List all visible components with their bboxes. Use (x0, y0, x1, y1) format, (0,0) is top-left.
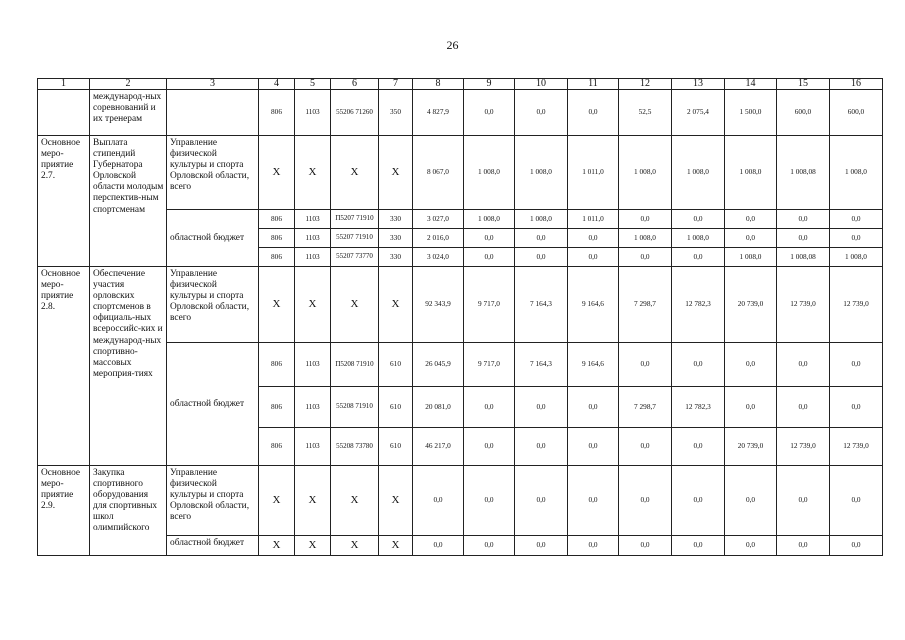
value-cell: 0,0 (464, 248, 515, 267)
column-header: 10 (515, 79, 568, 90)
value-cell: 0,0 (672, 210, 725, 229)
value-cell: Х (295, 466, 331, 536)
value-cell: 2 016,0 (413, 229, 464, 248)
column-header: 6 (331, 79, 379, 90)
value-cell: 0,0 (568, 248, 619, 267)
value-cell: 9 164,6 (568, 267, 619, 343)
value-cell: Х (331, 267, 379, 343)
page-number: 26 (446, 38, 459, 52)
value-cell: 0,0 (672, 536, 725, 556)
value-cell: 1103 (295, 210, 331, 229)
value-cell: 0,0 (777, 229, 830, 248)
value-cell: Х (379, 136, 413, 210)
value-cell: 0,0 (515, 229, 568, 248)
column-header: 15 (777, 79, 830, 90)
event-label: Основное меро-приятие 2.9. (38, 466, 90, 556)
value-cell: 1 008,0 (619, 136, 672, 210)
value-cell: 0,0 (568, 387, 619, 428)
value-cell: Х (259, 466, 295, 536)
value-cell: 806 (259, 387, 295, 428)
column-header: 7 (379, 79, 413, 90)
value-cell: 0,0 (464, 229, 515, 248)
value-cell: Х (259, 136, 295, 210)
value-cell: 12 782,3 (672, 387, 725, 428)
event-label: Основное меро-приятие 2.7. (38, 136, 90, 267)
value-cell: Х (379, 466, 413, 536)
value-cell: 55208 71910 (331, 387, 379, 428)
value-cell: 1 008,0 (515, 136, 568, 210)
value-cell: 0,0 (619, 428, 672, 466)
value-cell: 1 008,0 (830, 136, 883, 210)
value-cell: 52,5 (619, 90, 672, 136)
value-cell: 1 008,08 (777, 136, 830, 210)
value-cell: 0,0 (568, 229, 619, 248)
executor-cell: областной бюджет (167, 343, 259, 466)
header-row (38, 79, 883, 90)
executor-cell: областной бюджет (167, 536, 259, 556)
executor-cell (167, 90, 259, 136)
column-header: 12 (619, 79, 672, 90)
value-cell: 1 008,0 (725, 248, 777, 267)
value-cell: 92 343,9 (413, 267, 464, 343)
value-cell: Х (379, 536, 413, 556)
value-cell: 0,0 (777, 343, 830, 387)
event-name: международ-ных соревнований и их тренерам (90, 90, 167, 136)
value-cell: 1 008,0 (672, 229, 725, 248)
value-cell: 0,0 (464, 90, 515, 136)
value-cell: 0,0 (619, 210, 672, 229)
value-cell: 9 164,6 (568, 343, 619, 387)
value-cell: 0,0 (515, 387, 568, 428)
value-cell: 0,0 (777, 387, 830, 428)
value-cell: 0,0 (413, 536, 464, 556)
value-cell: 9 717,0 (464, 267, 515, 343)
value-cell: 12 739,0 (830, 267, 883, 343)
event-name: Выплата стипендий Губернатора Орловской области молодым перспектив-ным спортсменам (90, 136, 167, 267)
value-cell: П5207 71910 (331, 210, 379, 229)
value-cell: 7 164,3 (515, 267, 568, 343)
value-cell: 0,0 (619, 466, 672, 536)
value-cell: 0,0 (619, 343, 672, 387)
value-cell: 1 011,0 (568, 210, 619, 229)
value-cell: 0,0 (515, 466, 568, 536)
value-cell: 0,0 (464, 466, 515, 536)
value-cell: 1 008,0 (464, 136, 515, 210)
value-cell: 55208 73780 (331, 428, 379, 466)
value-cell: 0,0 (830, 466, 883, 536)
value-cell: 1103 (295, 90, 331, 136)
value-cell: 600,0 (777, 90, 830, 136)
value-cell: 330 (379, 210, 413, 229)
value-cell: 0,0 (568, 536, 619, 556)
value-cell: 0,0 (725, 387, 777, 428)
value-cell: 7 298,7 (619, 387, 672, 428)
value-cell: 0,0 (568, 90, 619, 136)
column-header: 11 (568, 79, 619, 90)
executor-cell: Управление физической культуры и спорта Орловской области, всего (167, 136, 259, 210)
value-cell: 330 (379, 229, 413, 248)
value-cell: 1 011,0 (568, 136, 619, 210)
column-header: 13 (672, 79, 725, 90)
column-header: 9 (464, 79, 515, 90)
column-header: 3 (167, 79, 259, 90)
event-name: Обеспечение участия орловских спортсменов в официаль-ных всероссийс-ких и международ-ных спортивно-массовых мероприя-тиях (90, 267, 167, 466)
value-cell: 0,0 (464, 387, 515, 428)
event-name: Закупка спортивного оборудования для спортивных школ олимпийского (90, 466, 167, 556)
value-cell: 3 024,0 (413, 248, 464, 267)
table-row (38, 90, 883, 136)
value-cell: 55206 71260 (331, 90, 379, 136)
value-cell: 610 (379, 343, 413, 387)
value-cell: 0,0 (725, 229, 777, 248)
value-cell: 0,0 (464, 536, 515, 556)
value-cell: 0,0 (568, 466, 619, 536)
value-cell: 0,0 (515, 90, 568, 136)
value-cell: Х (295, 536, 331, 556)
value-cell: 1103 (295, 248, 331, 267)
column-header: 2 (90, 79, 167, 90)
executor-cell: Управление физической культуры и спорта Орловской области, всего (167, 267, 259, 343)
value-cell: 20 739,0 (725, 267, 777, 343)
value-cell: 1 008,0 (619, 229, 672, 248)
value-cell: Х (295, 136, 331, 210)
value-cell: П5208 71910 (331, 343, 379, 387)
value-cell: 806 (259, 90, 295, 136)
column-header: 5 (295, 79, 331, 90)
value-cell: 46 217,0 (413, 428, 464, 466)
table-row (38, 466, 883, 536)
value-cell: Х (259, 267, 295, 343)
value-cell: 0,0 (619, 248, 672, 267)
value-cell: 0,0 (725, 343, 777, 387)
value-cell: 20 081,0 (413, 387, 464, 428)
value-cell: 350 (379, 90, 413, 136)
value-cell: 1 008,0 (725, 136, 777, 210)
value-cell: 0,0 (725, 536, 777, 556)
event-label: Основное меро-приятие 2.8. (38, 267, 90, 466)
column-header: 14 (725, 79, 777, 90)
value-cell: 2 075,4 (672, 90, 725, 136)
value-cell: 1 008,0 (464, 210, 515, 229)
value-cell: 9 717,0 (464, 343, 515, 387)
value-cell: 1 500,0 (725, 90, 777, 136)
value-cell: 0,0 (672, 248, 725, 267)
value-cell: Х (295, 267, 331, 343)
value-cell: 55207 73770 (331, 248, 379, 267)
value-cell: 0,0 (830, 229, 883, 248)
value-cell: 0,0 (777, 466, 830, 536)
column-header: 4 (259, 79, 295, 90)
value-cell: Х (331, 536, 379, 556)
value-cell: 0,0 (777, 536, 830, 556)
budget-table (37, 78, 883, 556)
value-cell: 8 067,0 (413, 136, 464, 210)
value-cell: 7 298,7 (619, 267, 672, 343)
value-cell: 12 739,0 (777, 267, 830, 343)
value-cell: 3 027,0 (413, 210, 464, 229)
event-label (38, 90, 90, 136)
value-cell: 0,0 (672, 428, 725, 466)
column-header: 16 (830, 79, 883, 90)
value-cell: 0,0 (464, 428, 515, 466)
value-cell: Х (331, 466, 379, 536)
value-cell: 0,0 (830, 210, 883, 229)
value-cell: 0,0 (619, 536, 672, 556)
value-cell: 600,0 (830, 90, 883, 136)
value-cell: 20 739,0 (725, 428, 777, 466)
value-cell: 1 008,0 (830, 248, 883, 267)
value-cell: 12 739,0 (777, 428, 830, 466)
column-header: 8 (413, 79, 464, 90)
table-row (38, 136, 883, 210)
value-cell: 0,0 (830, 387, 883, 428)
value-cell: 1 008,0 (672, 136, 725, 210)
value-cell: 0,0 (725, 210, 777, 229)
value-cell: 0,0 (515, 428, 568, 466)
value-cell: 26 045,9 (413, 343, 464, 387)
value-cell: 0,0 (725, 466, 777, 536)
value-cell: Х (331, 136, 379, 210)
value-cell: 330 (379, 248, 413, 267)
value-cell: 0,0 (672, 343, 725, 387)
value-cell: 1 008,0 (515, 210, 568, 229)
value-cell: 0,0 (568, 428, 619, 466)
value-cell: 12 739,0 (830, 428, 883, 466)
value-cell: 806 (259, 428, 295, 466)
value-cell: 1103 (295, 387, 331, 428)
value-cell: 0,0 (672, 466, 725, 536)
column-header: 1 (38, 79, 90, 90)
value-cell: 1103 (295, 229, 331, 248)
value-cell: 1 008,08 (777, 248, 830, 267)
value-cell: 12 782,3 (672, 267, 725, 343)
value-cell: 806 (259, 343, 295, 387)
value-cell: 806 (259, 229, 295, 248)
value-cell: 0,0 (777, 210, 830, 229)
value-cell: 610 (379, 387, 413, 428)
value-cell: 1103 (295, 428, 331, 466)
value-cell: 0,0 (515, 536, 568, 556)
value-cell: 7 164,3 (515, 343, 568, 387)
table-row (38, 267, 883, 343)
value-cell: 0,0 (830, 343, 883, 387)
value-cell: 0,0 (515, 248, 568, 267)
executor-cell: Управление физической культуры и спорта Орловской области, всего (167, 466, 259, 536)
value-cell: 0,0 (413, 466, 464, 536)
value-cell: 806 (259, 210, 295, 229)
value-cell: 610 (379, 428, 413, 466)
value-cell: 1103 (295, 343, 331, 387)
value-cell: 806 (259, 248, 295, 267)
value-cell: 4 827,9 (413, 90, 464, 136)
executor-cell: областной бюджет (167, 210, 259, 267)
value-cell: 0,0 (830, 536, 883, 556)
value-cell: Х (379, 267, 413, 343)
value-cell: Х (259, 536, 295, 556)
value-cell: 55207 71910 (331, 229, 379, 248)
